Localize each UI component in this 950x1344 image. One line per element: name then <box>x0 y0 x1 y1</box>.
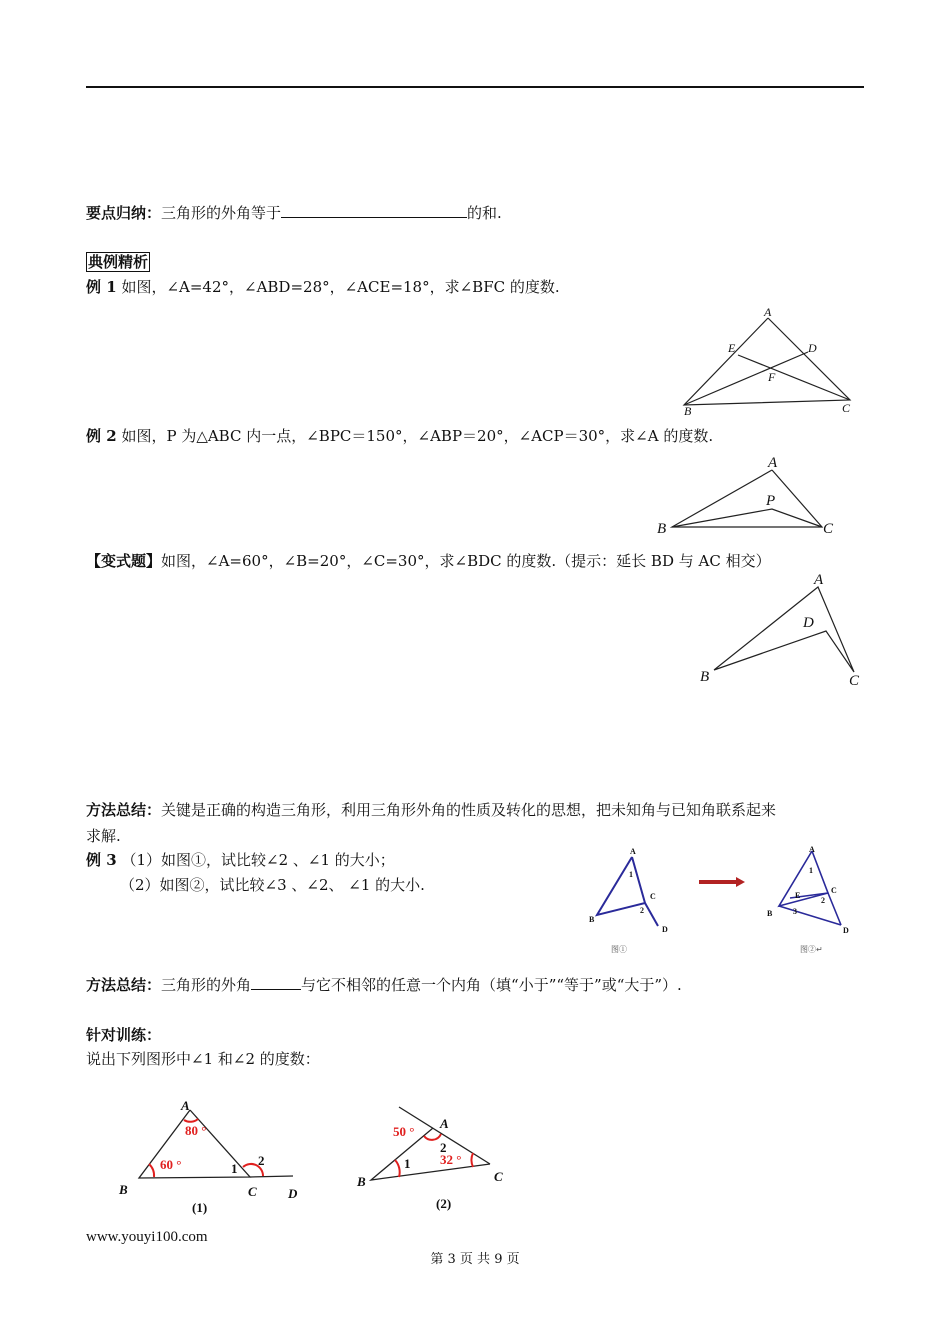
method-summary-1-line1: 关键是正确的构造三角形，利用三角形外角的性质及转化的思想，把未知角与已知角联系起来 <box>161 801 777 819</box>
train1-angle-2: 2 <box>258 1153 265 1168</box>
variant-quadrilateral <box>714 587 854 672</box>
method-summary-2-before: 三角形的外角 <box>161 976 252 994</box>
training-prompt-line <box>86 1049 320 1069</box>
ex2-label-p: P <box>766 493 776 509</box>
ex1-label-f: F <box>768 370 776 384</box>
ex1-label-c: C <box>842 401 851 415</box>
ex3-fig2-caption: 图②↵ <box>800 945 823 954</box>
train1-caption: (1) <box>192 1200 208 1215</box>
example-1-label: 例 1 <box>86 278 117 296</box>
ex1-line-ce <box>738 355 850 400</box>
example-2-text: 如图，P 为△ABC 内一点，∠BPC＝150°，∠ABP＝20°，∠ACP＝30°，求∠A 的度数. <box>121 427 714 445</box>
train1-label-c: C <box>248 1184 257 1199</box>
method-summary-2-label: 方法总结： <box>86 976 162 994</box>
summary-before: 三角形的外角等于 <box>161 204 282 222</box>
transition-arrow <box>699 877 745 887</box>
ex3-fig2-label-c: C <box>831 886 837 895</box>
training-label: 针对训练： <box>86 1026 162 1044</box>
ex3-fig2-label-e: E <box>795 891 801 900</box>
variant-label: 【变式题】 <box>86 552 162 570</box>
ex3-fig1-label-d: D <box>662 925 668 934</box>
variant-label-b: B <box>700 669 710 685</box>
variant-label-c: C <box>849 673 860 689</box>
ex2-label-c: C <box>823 521 834 537</box>
train2-label-b: B <box>357 1174 366 1189</box>
ex1-label-a: A <box>764 305 772 319</box>
arrow-head <box>736 877 745 887</box>
ex3-fig2-extension <box>828 893 841 925</box>
example-1-figure <box>684 318 850 405</box>
train1-label-b: B <box>119 1182 128 1197</box>
ex1-triangle <box>684 318 850 405</box>
train1-angle-b: 60 ° <box>160 1157 182 1172</box>
ex3-fig1-extension <box>645 903 658 926</box>
variant-text: 如图，∠A=60°，∠B=20°，∠C=30°，求∠BDC 的度数.（提示：延长 BD 与 AC 相交） <box>161 552 771 570</box>
example-1-text: 如图，∠A=42°，∠ABD=28°，∠ACE=18°，求∠BFC 的度数. <box>121 278 560 296</box>
ex3-fig2-label-b: B <box>767 909 773 918</box>
variant-problem <box>86 551 771 571</box>
example-3-figure-1 <box>597 857 658 926</box>
train2-arc-b <box>395 1160 400 1177</box>
training-prompt: 说出下列图形中∠1 和∠2 的度数： <box>86 1050 320 1068</box>
ex2-label-a: A <box>768 455 778 471</box>
method-summary-1-cont <box>86 826 121 846</box>
ex1-label-b: B <box>684 404 692 418</box>
ex3-fig2-label-d: D <box>843 926 849 935</box>
example-3-q2: （2）如图②，试比较∠3 、∠2、 ∠1 的大小. <box>120 876 425 894</box>
ex3-fig1-angle-1: 1 <box>629 870 633 879</box>
summary-after: 的和. <box>467 204 502 222</box>
ex3-fig2-line-bd <box>779 906 841 925</box>
footer-url-text: www.youyi100.com <box>86 1229 208 1245</box>
variant-label-d: D <box>803 615 814 631</box>
ex3-fig2-angle-1: 1 <box>809 866 813 875</box>
footer-page-text: 第 3 页 共 9 页 <box>430 1252 520 1267</box>
example-3-part-2 <box>120 875 425 895</box>
train1-label-a: A <box>181 1098 190 1113</box>
summary-label: 要点归纳： <box>86 204 162 222</box>
ex3-fig1-label-a: A <box>630 847 636 856</box>
train1-arc-a <box>184 1119 198 1122</box>
ex3-fig2-label-a: A <box>809 845 815 854</box>
footer-page-number <box>0 1248 950 1267</box>
train2-caption: (2) <box>436 1196 452 1211</box>
train1-extension <box>250 1176 293 1177</box>
train2-angle-1: 1 <box>404 1156 411 1171</box>
ex3-fig2-angle-2: 2 <box>821 896 825 905</box>
ex3-fig1-triangle <box>597 857 645 915</box>
ex3-fig1-caption: 图① <box>611 945 627 954</box>
ex3-fig1-label-c: C <box>650 892 656 901</box>
ex1-line-bd <box>684 352 808 405</box>
method-summary-1 <box>86 800 776 820</box>
train2-label-a: A <box>440 1116 449 1131</box>
example-2-figure <box>672 470 822 527</box>
train2-arc-ext <box>424 1134 441 1140</box>
train1-angle-1: 1 <box>231 1161 238 1176</box>
ex1-label-e: E <box>728 341 736 355</box>
example-2-label: 例 2 <box>86 427 117 445</box>
variant-figure <box>714 587 854 672</box>
ex3-fig1-label-b: B <box>589 915 595 924</box>
method-summary-1-label: 方法总结： <box>86 801 162 819</box>
example-3-q1: （1）如图①，试比较∠2 、∠1 的大小； <box>121 851 395 869</box>
train2-arc-c <box>471 1153 473 1167</box>
train2-angle-ext: 50 ° <box>393 1124 415 1139</box>
method-summary-1-line2: 求解. <box>86 827 121 845</box>
method-summary-2 <box>86 975 682 995</box>
section-title-text: 典例精析 <box>88 253 149 271</box>
method-summary-2-after: 与它不相邻的任意一个内角（填“小于”“等于”或“大于”）. <box>301 976 682 994</box>
example-3 <box>86 850 395 870</box>
train2-angle-c: 32 ° <box>440 1152 462 1167</box>
example-2 <box>86 426 713 446</box>
training-figure-2 <box>371 1107 490 1180</box>
variant-label-a: A <box>814 572 824 588</box>
train2-angle-2: 2 <box>440 1140 447 1155</box>
method-summary-2-blank[interactable] <box>251 975 301 990</box>
train2-label-c: C <box>494 1169 503 1184</box>
footer-url[interactable] <box>86 1229 208 1246</box>
train1-arc-b <box>149 1164 154 1177</box>
train1-label-d: D <box>288 1186 298 1201</box>
ex2-inner-lines <box>672 509 822 527</box>
ex3-fig1-angle-2: 2 <box>640 906 644 915</box>
ex1-label-d: D <box>808 341 817 355</box>
example-3-label: 例 3 <box>86 851 117 869</box>
ex2-label-b: B <box>657 521 667 537</box>
ex3-fig2-angle-3: 3 <box>793 907 797 916</box>
train1-angle-a: 80 ° <box>185 1123 207 1138</box>
training-title <box>86 1025 161 1045</box>
